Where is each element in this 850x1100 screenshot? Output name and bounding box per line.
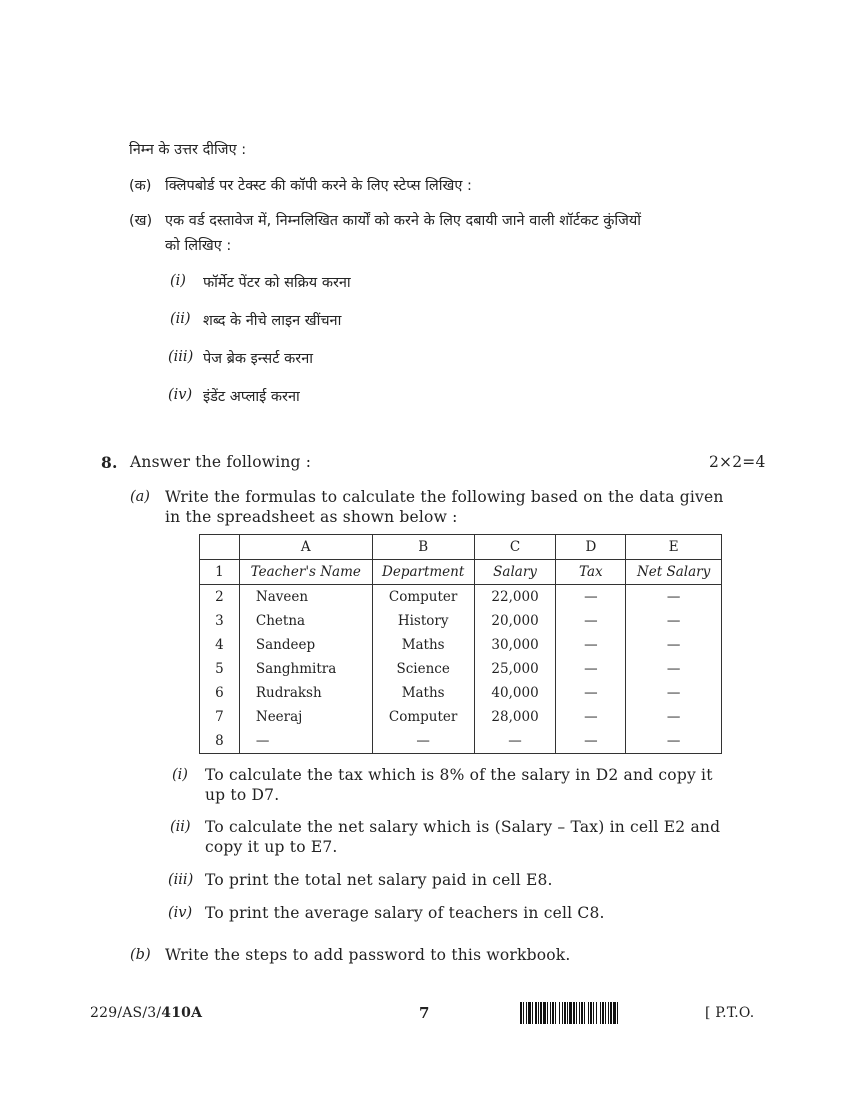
header-cell: Salary [474,560,556,585]
cell-salary: — [474,729,556,754]
cell-salary: 20,000 [474,609,556,633]
cell-department: History [372,609,474,633]
cell-tax: — [556,609,626,633]
sub-question-line1: To calculate the net salary which is (Salary – Tax) in cell E2 and [205,818,721,836]
table-row [200,585,722,610]
table-row [200,633,722,657]
hindi-b-text-2: को लिखिए : [165,238,232,254]
part-a-label: (a) [130,489,150,505]
cell-salary: 30,000 [474,633,556,657]
column-letter [200,535,240,560]
header-cell: Department [372,560,474,585]
cell-net-salary: — [626,657,722,681]
table-row [200,609,722,633]
column-letter: E [626,535,722,560]
cell-net-salary: — [626,729,722,754]
column-letter: D [556,535,626,560]
cell-name: Neeraj [239,705,372,729]
header-cell: Tax [556,560,626,585]
cell-tax: — [556,681,626,705]
cell-department: Maths [372,681,474,705]
row-number: 5 [200,657,240,681]
cell-department: Science [372,657,474,681]
header-row [200,560,722,585]
sub-question-num: (iii) [168,872,194,888]
row-number: 7 [200,705,240,729]
sub-question-line1: To print the average salary of teachers in cell C8. [205,904,605,922]
cell-tax: — [556,633,626,657]
sub-question-line1: To calculate the tax which is 8% of the salary in D2 and copy it [205,766,713,784]
column-letter: C [474,535,556,560]
sub-question-num: (iv) [168,905,193,921]
question-marks: 2×2=4 [709,453,766,471]
cell-tax: — [556,585,626,610]
cell-name: — [239,729,372,754]
row-number: 4 [200,633,240,657]
hindi-b-label: (ख) [129,213,153,229]
cell-department: Computer [372,585,474,610]
paper-code-bold: 410A [161,1005,203,1021]
paper-code-prefix: 229/AS/3/ [90,1005,162,1021]
sub-question-line2: copy it up to E7. [205,838,338,856]
hindi-item-num: (iii) [168,349,194,365]
hindi-item-text: फॉर्मेट पेंटर को सक्रिय करना [203,275,351,291]
hindi-item-num: (i) [170,273,186,289]
cell-name: Sanghmitra [239,657,372,681]
row-number: 6 [200,681,240,705]
row-number: 2 [200,585,240,610]
column-letter: A [239,535,372,560]
sub-question-num: (ii) [170,819,191,835]
barcode-stripe [618,1002,620,1024]
sub-question-num: (i) [172,767,188,783]
row-number: 8 [200,729,240,754]
cell-net-salary: — [626,585,722,610]
cell-salary: 22,000 [474,585,556,610]
sub-question-line2: up to D7. [205,786,280,804]
hindi-a-text: क्लिपबोर्ड पर टेक्स्ट की कॉपी करने के लिए स्टेप्स लिखिए : [165,178,472,194]
hindi-item-text: शब्द के नीचे लाइन खींचना [203,313,342,329]
question-title: Answer the following : [130,453,312,471]
column-letters-row [200,535,722,560]
cell-name: Sandeep [239,633,372,657]
cell-net-salary: — [626,705,722,729]
cell-name: Chetna [239,609,372,633]
hindi-a-label: (क) [129,178,152,194]
cell-name: Naveen [239,585,372,610]
table-row [200,657,722,681]
page-number: 7 [419,1004,430,1022]
spreadsheet-table [199,534,722,754]
cell-tax: — [556,729,626,754]
hindi-item-text: पेज ब्रेक इन्सर्ट करना [203,351,314,367]
cell-department: Computer [372,705,474,729]
part-a-text-1: Write the formulas to calculate the following based on the data given [165,488,724,506]
row-number: 1 [200,560,240,585]
cell-salary: 25,000 [474,657,556,681]
cell-salary: 40,000 [474,681,556,705]
table-row [200,705,722,729]
hindi-intro: निम्न के उत्तर दीजिए : [129,142,247,158]
header-cell: Net Salary [626,560,722,585]
header-cell: Teacher's Name [239,560,372,585]
cell-department: — [372,729,474,754]
part-b-label: (b) [130,947,151,963]
cell-name: Rudraksh [239,681,372,705]
table-row [200,729,722,754]
cell-net-salary: — [626,681,722,705]
part-b-text: Write the steps to add password to this workbook. [165,946,571,964]
table-row [200,681,722,705]
cell-tax: — [556,705,626,729]
question-number: 8. [101,453,118,472]
sub-question-line1: To print the total net salary paid in cell E8. [205,871,553,889]
cell-department: Maths [372,633,474,657]
pto-label: [ P.T.O. [705,1005,755,1021]
hindi-item-num: (iv) [168,387,193,403]
hindi-b-text-1: एक वर्ड दस्तावेज में, निम्नलिखित कार्यों को करने के लिए दबायी जाने वाली शॉर्टकट कुंजियों [165,213,642,229]
cell-tax: — [556,657,626,681]
cell-salary: 28,000 [474,705,556,729]
cell-net-salary: — [626,609,722,633]
column-letter: B [372,535,474,560]
barcode-icon [520,1002,696,1024]
cell-net-salary: — [626,633,722,657]
row-number: 3 [200,609,240,633]
hindi-item-num: (ii) [170,311,191,327]
part-a-text-2: in the spreadsheet as shown below : [165,508,458,526]
hindi-item-text: इंडेंट अप्लाई करना [203,389,300,405]
paper-code [90,1005,202,1021]
